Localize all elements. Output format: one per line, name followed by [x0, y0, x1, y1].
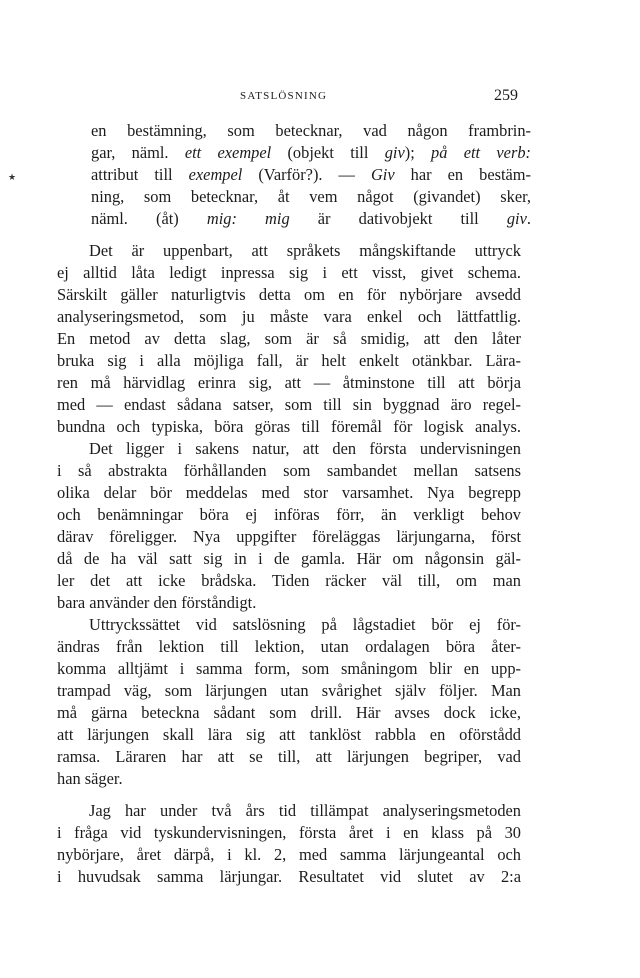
- body-line: ler det att icke brådska. Tiden räcker väl till, om man: [57, 571, 521, 590]
- body-line: må gärna beteckna sådant som drill. Här avses dock icke,: [57, 703, 521, 722]
- italic-text: ett exempel: [184, 143, 272, 162]
- text-run: .: [526, 209, 531, 228]
- body-line: Uttryckssättet vid satslösning på lågstadiet bör ej för-: [89, 615, 521, 634]
- body-line: komma alltjämt i samma form, som småningom blir en upp-: [57, 659, 521, 678]
- text-run: en bestämning, som betecknar, vad någon frambrin-: [91, 121, 531, 140]
- body-line: trampad väg, som lärjungen utan svårighet själv följer. Man: [57, 681, 521, 700]
- body-line: bruka sig i alla möjliga fall, är helt enkelt otänkbar. Lära-: [57, 351, 521, 370]
- page-header: [0, 88, 640, 110]
- example-line: [91, 142, 531, 164]
- italic-text: exempel: [188, 165, 243, 184]
- body-line: ramsa. Läraren har att se till, att lärjungen begriper, vad: [57, 747, 521, 766]
- body-line: nybörjare, året därpå, i kl. 2, med samma lärjungeantal och: [57, 845, 521, 864]
- body-line: i fråga vid tyskundervisningen, första året i en klass på 30: [57, 823, 521, 842]
- body-line: då de ha väl satt sig in i de gamla. Här om någonsin gäl-: [57, 549, 521, 568]
- body-line: i huvudsak samma lärjungar. Resultatet vid slutet av 2:a: [57, 867, 521, 886]
- body-line: bara använder den förståndigt.: [57, 593, 257, 612]
- body-line: bundna och typiska, böra göras till föremål för logisk analys.: [57, 417, 521, 436]
- text-run: );: [404, 143, 432, 162]
- example-line: [91, 208, 531, 230]
- italic-text: giv: [506, 209, 527, 228]
- example-line: [91, 164, 531, 186]
- italic-text: giv: [384, 143, 405, 162]
- text-run: (Varför?). —: [242, 165, 371, 184]
- margin-mark: ★: [8, 172, 17, 182]
- body-line: med — endast sådana satser, som till sin byggnad äro regel-: [57, 395, 521, 414]
- body-line: ändras från lektion till lektion, utan ordalagen böra åter-: [57, 637, 521, 656]
- text-run: ning, som betecknar, åt vem något (givandet) sker,: [91, 187, 531, 206]
- example-line: [91, 120, 531, 142]
- body-line: han säger.: [57, 769, 123, 788]
- italic-text: mig: mig: [206, 209, 290, 228]
- body-line: ren må härvidlag erinra sig, att — åtminstone till att börja: [57, 373, 521, 392]
- text-run: har en bestäm-: [394, 165, 532, 184]
- text-run: är dativobjekt till: [289, 209, 507, 228]
- text-run: näml. (åt): [91, 209, 207, 228]
- body-line: ej alltid låta ledigt inpressa sig i ett visst, givet schema.: [57, 263, 521, 282]
- example-line: [91, 186, 531, 208]
- body-line: Jag har under två års tid tillämpat analyseringsmetoden: [89, 801, 521, 820]
- body-line: och benämningar böra ej införas förr, än verkligt behov: [57, 505, 521, 524]
- text-run: (objekt till: [271, 143, 385, 162]
- body-line: Särskilt gäller naturligtvis detta om en för nybörjare avsedd: [57, 285, 521, 304]
- italic-text: Giv: [370, 165, 395, 184]
- running-title: SATSLÖSNING: [240, 90, 328, 102]
- body-line: analyseringsmetod, som ju måste vara enkel och lättfattlig.: [57, 307, 521, 326]
- text-run: gar, näml.: [91, 143, 185, 162]
- body-line: att lärjungen skall lära sig att tanklöst rabbla en oförstådd: [57, 725, 521, 744]
- text-run: attribut till: [91, 165, 189, 184]
- body-line: i så abstrakta förhållanden som sambandet mellan satsens: [57, 461, 521, 480]
- italic-text: på ett verb:: [431, 143, 531, 162]
- body-line: En metod av detta slag, som är så smidig, att den låter: [57, 329, 521, 348]
- body-line: olika delar bör meddelas med stor varsamhet. Nya begrepp: [57, 483, 521, 502]
- body-line: därav föreligger. Nya uppgifter föreläggas lärjungarna, först: [57, 527, 521, 546]
- body-line: Det ligger i sakens natur, att den första undervisningen: [89, 439, 521, 458]
- page-number: 259: [494, 87, 518, 104]
- body-line: Det är uppenbart, att språkets mångskiftande uttryck: [89, 241, 521, 260]
